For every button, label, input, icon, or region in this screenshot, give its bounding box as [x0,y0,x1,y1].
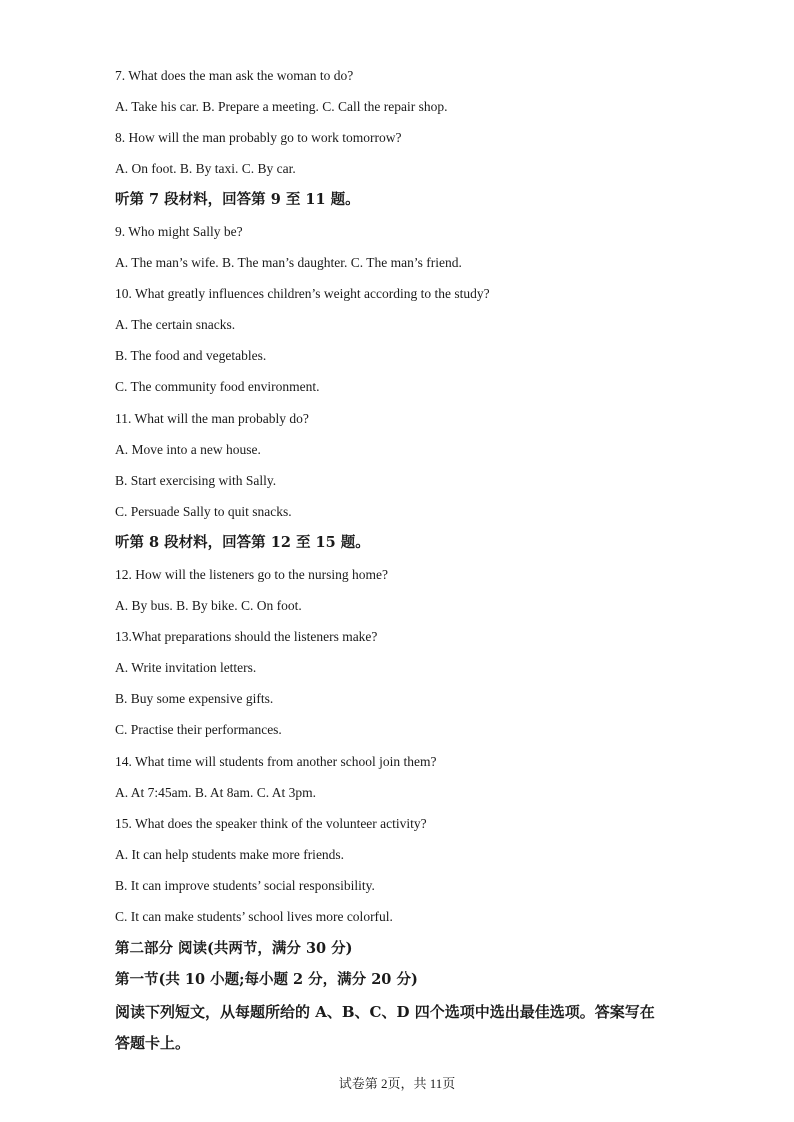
question-9-options: A. The man’s wife. B. The man’s daughter. C. The man’s friend. [115,255,462,270]
instructions-line-1: 阅读下列短文，从每题所给的 A、B、C、D 四个选项中选出最佳选项。答案写在 [115,1003,655,1021]
section-heading-8: 听第 8 段材料，回答第 12 至 15 题。 [115,534,370,551]
question-10-option-b: B. The food and vegetables. [115,348,267,363]
question-15-option-c: C. It can make students’ school lives more colorful. [115,909,393,924]
question-13: 13.What preparations should the listeners make? [115,629,378,644]
question-10-option-c: C. The community food environment. [115,379,320,394]
page-footer: 试卷第 2页，共 11页 [338,1076,456,1091]
question-14-options: A. At 7:45am. B. At 8am. C. At 3pm. [115,785,317,800]
question-14: 14. What time will students from another school join them? [115,754,437,769]
question-7: 7. What does the man ask the woman to do? [115,68,354,83]
question-15-option-b: B. It can improve students’ social responsibility. [115,878,375,893]
question-7-options: A. Take his car. B. Prepare a meeting. C. Call the repair shop. [115,99,448,114]
question-11: 11. What will the man probably do? [115,411,309,426]
question-13-option-c: C. Practise their performances. [115,722,282,737]
question-8: 8. How will the man probably go to work tomorrow? [115,130,402,145]
question-15: 15. What does the speaker think of the volunteer activity? [115,816,427,831]
instructions-line-2: 答题卡上。 [115,1034,191,1052]
question-15-option-a: A. It can help students make more friends. [115,847,345,862]
question-9: 9. Who might Sally be? [115,224,243,239]
question-11-option-a: A. Move into a new house. [115,442,261,457]
part-two-heading: 第二部分 阅读(共两节，满分 30 分) [115,940,353,957]
question-12: 12. How will the listeners go to the nursing home? [115,567,388,582]
question-12-options: A. By bus. B. By bike. C. On foot. [115,598,302,613]
question-13-option-a: A. Write invitation letters. [115,660,257,675]
section-one-heading: 第一节(共 10 小题;每小题 2 分，满分 20 分) [115,971,418,988]
question-10-option-a: A. The certain snacks. [115,317,236,332]
question-11-option-c: C. Persuade Sally to quit snacks. [115,504,292,519]
question-13-option-b: B. Buy some expensive gifts. [115,691,274,706]
question-8-options: A. On foot. B. By taxi. C. By car. [115,161,296,176]
section-heading-7: 听第 7 段材料，回答第 9 至 11 题。 [115,191,360,208]
question-11-option-b: B. Start exercising with Sally. [115,473,277,488]
question-10: 10. What greatly influences children’s weight according to the study? [115,286,490,301]
